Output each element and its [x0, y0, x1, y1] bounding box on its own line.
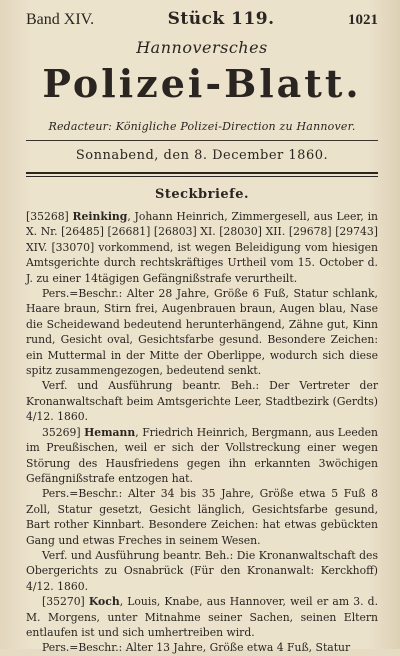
issue-label: Stück 119.	[167, 9, 275, 29]
paragraph-text: , Johann Heinrich, Zimmergesell, aus Leer, in X. Nr. [26485] [26681] [26803] XI. [28030] XII. [29678] [29743] XIV. [33070] vorkommend, ist wegen Beleidigung vom hiesigen Amtsgerichte durch rechtskräftiges Urtheil vom 15. October d. J. zu einer 14tägigen Gefängnißstrafe verurtheilt.	[26, 210, 379, 285]
article-body	[26, 209, 378, 656]
paragraph	[26, 286, 378, 378]
paragraph-text: , Friedrich Heinrich, Bergmann, aus Leeden im Preußischen, weil er sich der Vollstreckung einer wegen Störung des Hausfriedens gegen ihn erkannten 3wöchigen Gefängnißstrafe entzogen hat.	[26, 425, 378, 485]
person-name: Reinking	[72, 210, 128, 223]
paragraph-text: Pers.=Beschr.: Alter 34 bis 35 Jahre, Größe etwa 5 Fuß 8 Zoll, Statur gesetzt, Gesicht länglich, Gesichtsfarbe gesund, Bart rother Kinnbart. Besondere Zeichen: hat etwas gebückten Gang und etwas Freches in seinem Wesen.	[26, 487, 378, 547]
issue-date: Sonnabend, den 8. December 1860.	[75, 148, 329, 163]
paragraph	[26, 425, 378, 487]
paragraph-text: Pers.=Beschr.: Alter 13 Jahre, Größe etwa 4 Fuß, Statur	[42, 641, 351, 655]
divider	[26, 140, 378, 141]
volume-label: Band XIV.	[26, 11, 95, 28]
paragraph-text: Pers.=Beschr.: Alter 28 Jahre, Größe 6 Fuß, Statur schlank, Haare braun, Stirn frei, Augenbrauen braun, Augen blau, Nase die Scheidewand bedeutend herunterhängend, Zähne gut, Kinn rund, Gesicht oval, Gesichtsfarbe gesund. Besondere Zeichen: ein Muttermal in der Mitte der Oberlippe, wodurch sich diese spitz zusammengezogen, bedeutend senkt.	[26, 287, 378, 378]
masthead-subtitle: Hannoversches	[136, 38, 268, 57]
section-heading: Steckbriefe.	[154, 187, 250, 202]
entry-number: 35269]	[42, 425, 85, 439]
divider	[26, 176, 378, 177]
editor-line: Redacteur: Königliche Polizei-Direction zu Hannover.	[48, 120, 356, 133]
paragraph	[26, 640, 378, 655]
page-number: 1021	[347, 12, 378, 28]
masthead-title: Polizei-Blatt.	[42, 61, 362, 106]
paragraph	[26, 486, 378, 548]
divider	[26, 172, 378, 174]
paragraph-text: Verf. und Ausführung beantr. Beh.: Der Vertreter der Kronanwaltschaft beim Amtsgerichte Leer, Stadtbezirk (Gerdts) 4/12. 1860.	[26, 379, 378, 424]
entry-number: [35268]	[26, 210, 73, 223]
person-name: Koch	[88, 595, 120, 609]
paragraph-text: Verf. und Ausführung beantr. Beh.: Die Kronanwaltschaft des Obergerichts zu Osnabrück (Für den Kronanwalt: Kerckhoff) 4/12. 1860.	[26, 548, 378, 593]
paragraph	[26, 594, 378, 640]
person-name: Hemann	[84, 425, 136, 439]
paragraph-text: , Louis, Knabe, aus Hannover, weil er am 3. d. M. Morgens, unter Mitnahme seiner Sachen, seinen Eltern entlaufen ist und sich umhertreiben wird.	[26, 595, 379, 639]
paragraph	[26, 548, 378, 594]
paragraph	[26, 378, 378, 424]
header-row	[26, 10, 378, 30]
entry-number: [35270]	[42, 595, 89, 609]
paragraph	[26, 209, 378, 286]
